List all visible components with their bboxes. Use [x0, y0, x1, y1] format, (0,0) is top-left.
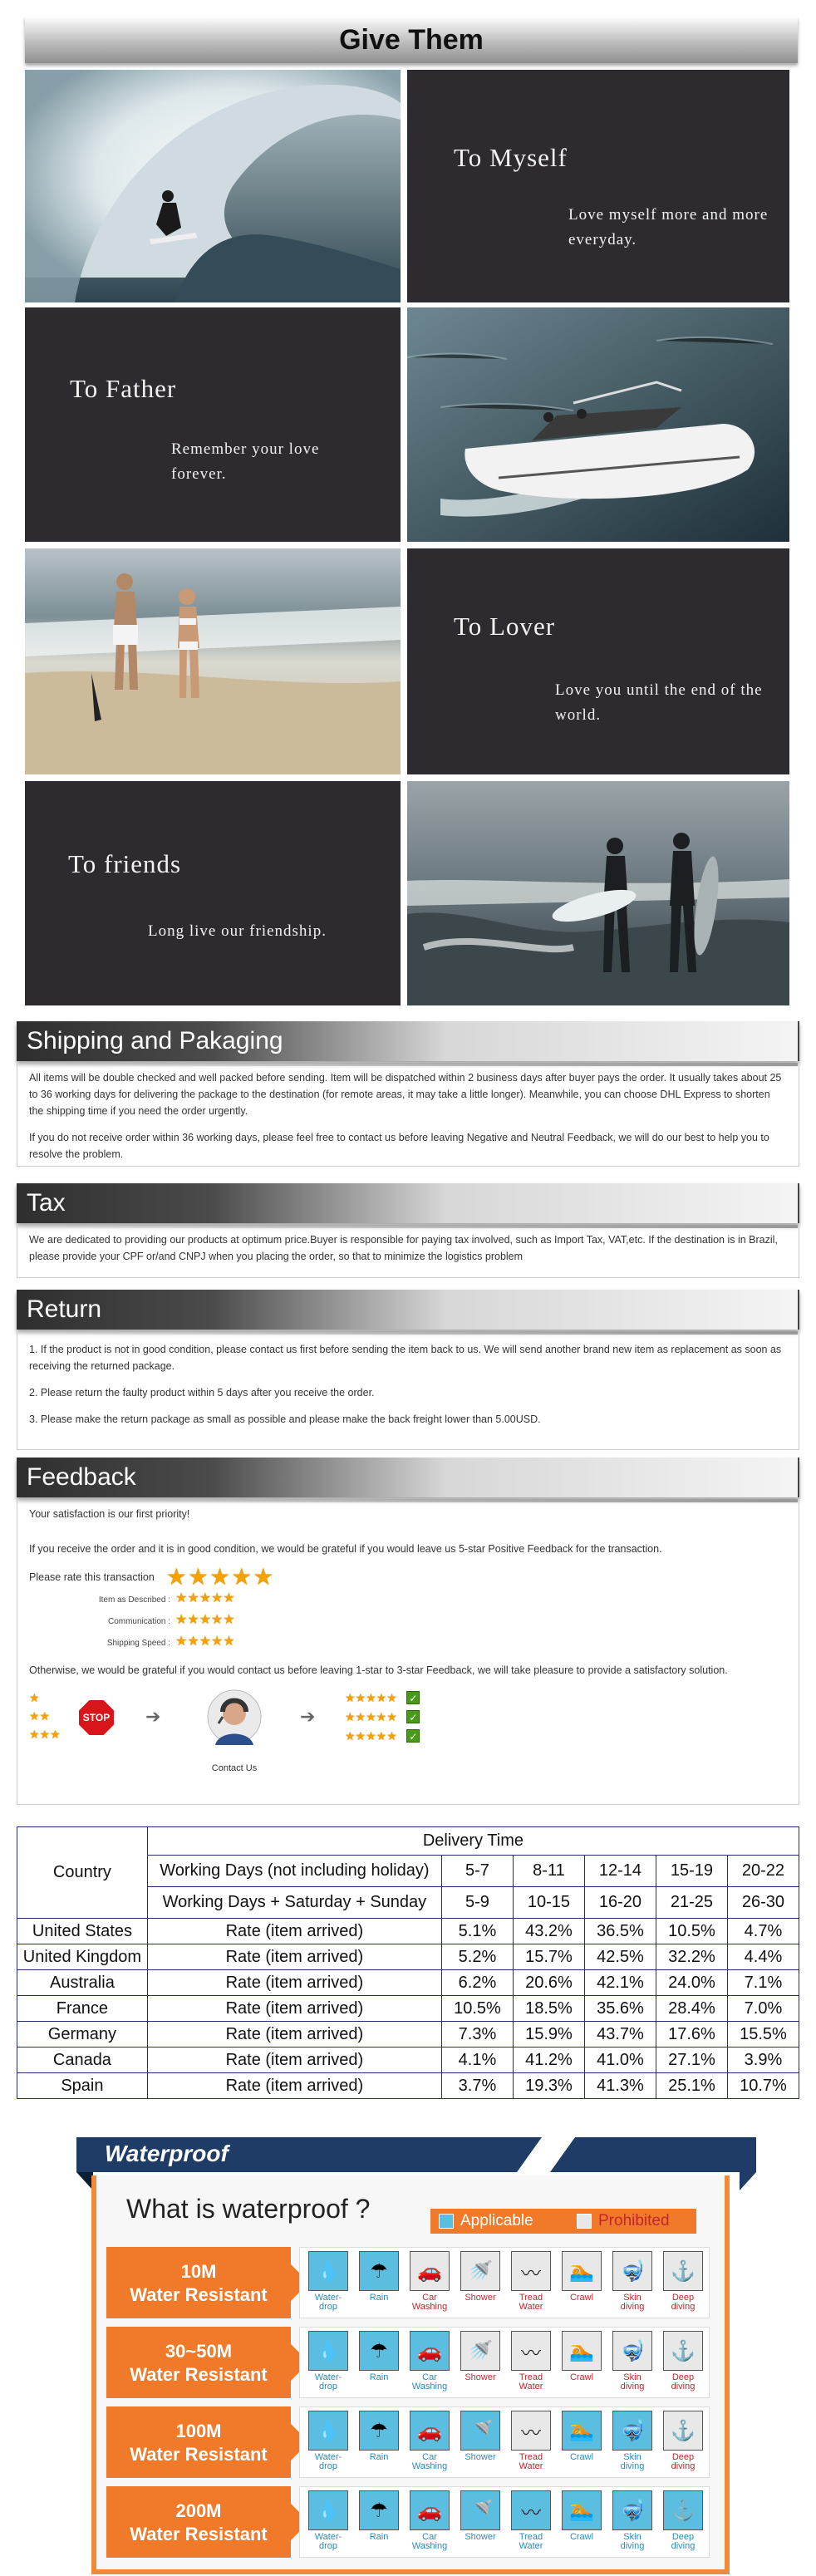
activity-cell [560, 2411, 603, 2477]
activity-cell [611, 2490, 654, 2557]
to-father-text: Remember your love forever. [171, 440, 320, 483]
activity-cell [459, 2490, 502, 2557]
rate-cell: 36.5% [584, 1919, 656, 1944]
rate-cell: 43.2% [513, 1919, 584, 1944]
to-myself-text: Love myself more and more everyday. [568, 206, 769, 248]
activity-label: Car Washing [411, 2372, 448, 2392]
activity-icon: ☂ [359, 2490, 399, 2530]
rate-stars[interactable]: ★★★★★ [165, 1564, 275, 1590]
activity-icon: 🤿 [612, 2251, 652, 2291]
stop-sign-icon [77, 1698, 116, 1737]
activity-cell [611, 2331, 654, 2397]
country-name: Germany [17, 2022, 148, 2048]
activity-cell [611, 2251, 654, 2318]
shipping-paragraph-2: If you do not receive order within 36 working days, please feel free to contact us before leaving Negative and Neutral Feedback, we will do our best to help you to resolve the problem. [29, 1132, 769, 1160]
rate-label: Rate (item arrived) [147, 1996, 441, 2022]
country-name: Canada [17, 2048, 148, 2073]
rate-cell: 41.2% [513, 2048, 584, 2073]
table-cell: 20-22 [727, 1856, 799, 1887]
return-body [17, 1330, 799, 1450]
rate-label: Rate (item arrived) [147, 2073, 441, 2099]
rate-cell: 32.2% [656, 1944, 727, 1970]
activity-cell [307, 2331, 350, 2397]
working-days-weekend-label: Working Days + Saturday + Sunday [147, 1887, 441, 1919]
level-label: Water Resistant [130, 2364, 268, 2385]
activity-cell [560, 2251, 603, 2318]
activity-icon: 🚿 [460, 2331, 500, 2371]
level-label: Water Resistant [130, 2524, 268, 2544]
prohibited-swatch [577, 2214, 592, 2229]
activity-icon: 💧 [308, 2490, 348, 2530]
activity-cell [357, 2411, 401, 2477]
waterproof-levels [100, 2240, 721, 2564]
rate-cell: 41.3% [584, 2073, 656, 2099]
activity-icon: ☂ [359, 2331, 399, 2371]
table-row [17, 1944, 799, 1970]
to-father-heading: To Father [70, 374, 177, 403]
level-depth: 100M [175, 2421, 222, 2441]
table-cell: 5-9 [441, 1887, 513, 1919]
country-name: United Kingdom [17, 1944, 148, 1970]
activity-cell [509, 2490, 553, 2557]
detailed-ratings [96, 1589, 787, 1654]
activity-icon: 🏊 [562, 2490, 602, 2530]
activity-icon: 🚗 [410, 2411, 450, 2451]
activity-icon: 🚿 [460, 2411, 500, 2451]
rate-cell: 28.4% [656, 1996, 727, 2022]
country-name: France [17, 1996, 148, 2022]
activity-label: Water-drop [314, 2372, 342, 2392]
low-stars-icon: ★ ★★ ★★★ [29, 1691, 61, 1741]
rate-cell: 7.1% [727, 1970, 799, 1996]
activity-label: Crawl [569, 2452, 594, 2462]
rate-label: Rate (item arrived) [147, 2022, 441, 2048]
activity-icon: ☂ [359, 2411, 399, 2451]
rate-label: Rate (item arrived) [147, 2048, 441, 2073]
rate-cell: 4.4% [727, 1944, 799, 1970]
activity-cell [408, 2411, 451, 2477]
activity-cell [459, 2331, 502, 2397]
activity-label: Deep diving [671, 2293, 696, 2312]
stop-text: STOP [82, 1712, 111, 1723]
activity-cell [509, 2411, 553, 2477]
contact-us-label[interactable]: Contact Us [211, 1763, 258, 1773]
rate-cell: 10.5% [656, 1919, 727, 1944]
check-icon: ✓ [406, 1729, 420, 1743]
activity-label: Shower [465, 2293, 496, 2303]
table-row [17, 2022, 799, 2048]
activity-label: Rain [369, 2372, 389, 2382]
rate-transaction-label: Please rate this transaction [29, 1571, 155, 1583]
activity-cell [307, 2411, 350, 2477]
rating-row: Communication : ★★★★★ [107, 1613, 235, 1627]
activity-label: Car Washing [411, 2452, 448, 2471]
rate-cell: 24.0% [656, 1970, 727, 1996]
prohibited-label: Prohibited [598, 2212, 670, 2229]
activity-icon: ⚓ [663, 2331, 703, 2371]
table-cell: 5-7 [441, 1856, 513, 1887]
activity-label: Water-drop [314, 2452, 342, 2471]
table-row [17, 1919, 799, 1944]
water-resistance-level [106, 2247, 291, 2318]
activity-icon: 🚿 [460, 2490, 500, 2530]
stars-icon[interactable]: ★★★★★ [175, 1635, 235, 1649]
activity-cell [408, 2490, 451, 2557]
activity-icon: ⚓ [663, 2411, 703, 2451]
rate-cell: 7.0% [727, 1996, 799, 2022]
feedback-header: Feedback [17, 1458, 799, 1497]
activity-icon: 💧 [308, 2411, 348, 2451]
return-header: Return [17, 1290, 799, 1330]
activity-cell [408, 2331, 451, 2397]
activity-icon: 〰 [511, 2411, 551, 2451]
table-row [17, 2048, 799, 2073]
rate-cell: 25.1% [656, 2073, 727, 2099]
activity-icon: 🚿 [460, 2251, 500, 2291]
activity-label: Crawl [569, 2293, 594, 2303]
activity-cell [357, 2490, 401, 2557]
rate-cell: 35.6% [584, 1996, 656, 2022]
rate-cell: 15.9% [513, 2022, 584, 2048]
activity-label: Crawl [569, 2532, 594, 2542]
country-name: United States [17, 1919, 148, 1944]
activity-icons-row [299, 2327, 710, 2398]
feedback-positive-text: If you receive the order and it is in good condition, we would be grateful if you would leave us 5-star Positive Feedback for the transaction. [29, 1543, 662, 1555]
level-depth: 10M [180, 2261, 217, 2282]
activity-icon: 💧 [308, 2331, 348, 2371]
activity-icon: 🤿 [612, 2411, 652, 2451]
give-them-title: Give Them [25, 17, 798, 63]
activity-cell [459, 2411, 502, 2477]
rate-cell: 5.1% [441, 1919, 513, 1944]
activity-icons-row [299, 2406, 710, 2478]
activity-cell [509, 2251, 553, 2318]
activity-cell [408, 2251, 451, 2318]
rate-cell: 42.1% [584, 1970, 656, 1996]
table-cell: 16-20 [584, 1887, 656, 1919]
activity-icon: 🤿 [612, 2490, 652, 2530]
to-lover-text: Love you until the end of the world. [555, 681, 763, 724]
rate-cell: 10.7% [727, 2073, 799, 2099]
feedback-otherwise-text: Otherwise, we would be grateful if you would contact us before leaving 1-star to 3-star Feedback, we will take pleasure to provide a satisfactory solution. [29, 1664, 728, 1676]
activity-label: Deep diving [671, 2372, 696, 2392]
rate-transaction-row [29, 1564, 787, 1590]
to-lover-heading: To Lover [454, 612, 556, 641]
surfer-wave-photo [25, 70, 401, 302]
rate-cell: 7.3% [441, 2022, 513, 2048]
activity-icon: 〰 [511, 2331, 551, 2371]
activity-icon: 🚗 [410, 2490, 450, 2530]
rate-cell: 3.7% [441, 2073, 513, 2099]
activity-label: Tread Water [519, 2293, 543, 2312]
activity-label: Car Washing [411, 2293, 448, 2312]
to-friends-text: Long live our friendship. [148, 922, 327, 940]
return-paragraph-2: 2. Please return the faulty product within 5 days after you receive the order. [29, 1387, 375, 1399]
rate-cell: 4.1% [441, 2048, 513, 2073]
activity-label: Skin diving [620, 2452, 645, 2471]
activity-label: Shower [465, 2532, 496, 2542]
stars-icon[interactable]: ★★★★★ [175, 1613, 235, 1627]
activity-icon: 🏊 [562, 2251, 602, 2291]
rate-cell: 18.5% [513, 1996, 584, 2022]
activity-cell [307, 2251, 350, 2318]
country-name: Australia [17, 1970, 148, 1996]
table-cell: 26-30 [727, 1887, 799, 1919]
rate-cell: 19.3% [513, 2073, 584, 2099]
country-name: Spain [17, 2073, 148, 2099]
activity-label: Skin diving [620, 2372, 645, 2392]
rate-cell: 10.5% [441, 1996, 513, 2022]
activity-label: Shower [465, 2372, 496, 2382]
panel-to-myself [407, 70, 789, 302]
activity-label: Tread Water [519, 2532, 543, 2551]
activity-cell [661, 2251, 705, 2318]
activity-label: Car Washing [411, 2532, 448, 2551]
panel-to-friends [25, 781, 401, 1005]
rate-label: Rate (item arrived) [147, 1919, 441, 1944]
rate-cell: 15.7% [513, 1944, 584, 1970]
rate-cell: 6.2% [441, 1970, 513, 1996]
activity-label: Tread Water [519, 2452, 543, 2471]
shipping-header: Shipping and Pakaging [17, 1021, 799, 1061]
activity-icons-row [299, 2247, 710, 2318]
level-depth: 200M [175, 2500, 222, 2521]
surfers-silhouette-photo [407, 781, 789, 1005]
rate-cell: 3.9% [727, 2048, 799, 2073]
activity-label: Water-drop [314, 2293, 342, 2312]
stars-icon[interactable]: ★★★★★ [175, 1591, 235, 1605]
feedback-flow-diagram [29, 1687, 787, 1778]
rate-cell: 43.7% [584, 2022, 656, 2048]
level-label: Water Resistant [130, 2284, 268, 2305]
rate-cell: 15.5% [727, 2022, 799, 2048]
activity-label: Rain [369, 2452, 389, 2462]
activity-label: Water-drop [314, 2532, 342, 2551]
activity-cell [307, 2490, 350, 2557]
delivery-time-header: Delivery Time [147, 1827, 799, 1856]
waterproof-banner-text: Waterproof [105, 2141, 229, 2166]
level-depth: 30~50M [165, 2341, 233, 2362]
to-friends-heading: To friends [68, 849, 182, 878]
activity-cell [357, 2251, 401, 2318]
to-myself-heading: To Myself [454, 143, 568, 172]
check-icon: ✓ [406, 1710, 420, 1723]
activity-icon: 〰 [511, 2251, 551, 2291]
panel-to-lover [407, 548, 789, 774]
table-cell: 8-11 [513, 1856, 584, 1887]
arrow-right-icon: ➔ [300, 1706, 316, 1727]
country-header: Country [17, 1827, 148, 1919]
table-row [17, 1970, 799, 1996]
activity-cell [509, 2331, 553, 2397]
rate-label: Rate (item arrived) [147, 1970, 441, 1996]
activity-icon: 🏊 [562, 2331, 602, 2371]
activity-label: Deep diving [671, 2452, 696, 2471]
activity-label: Shower [465, 2452, 496, 2462]
activity-icon: 〰 [511, 2490, 551, 2530]
activity-cell [661, 2331, 705, 2397]
activity-icon: 💧 [308, 2251, 348, 2291]
rate-cell: 42.5% [584, 1944, 656, 1970]
activity-label: Crawl [569, 2372, 594, 2382]
rate-cell: 17.6% [656, 2022, 727, 2048]
rating-row: Item as Described : ★★★★★ [98, 1591, 235, 1605]
shipping-body [17, 1061, 799, 1167]
speedboat-photo [407, 307, 789, 542]
panel-to-father [25, 307, 401, 542]
table-cell: 12-14 [584, 1856, 656, 1887]
level-label: Water Resistant [130, 2444, 268, 2465]
rate-label: Rate (item arrived) [147, 1944, 441, 1970]
couple-beach-photo [25, 548, 401, 774]
tax-paragraph: We are dedicated to providing our products at optimum price.Buyer is responsible for paying tax involved, such as Import Tax, VAT,etc. If the destination is in Brazil, please provide your CPF or/and CNPJ when you placing the order, so that to minimize the logistics problem [29, 1234, 778, 1262]
tax-header: Tax [17, 1183, 799, 1223]
activity-icon: ☂ [359, 2251, 399, 2291]
table-cell: 10-15 [513, 1887, 584, 1919]
activity-icon: ⚓ [663, 2251, 703, 2291]
contact-us-icon[interactable] [200, 1687, 268, 1773]
activity-label: Rain [369, 2293, 389, 2303]
activity-cell [560, 2331, 603, 2397]
rate-cell: 5.2% [441, 1944, 513, 1970]
applicable-swatch [439, 2214, 454, 2229]
waterproof-banner [76, 2137, 756, 2172]
activity-icon: 🏊 [562, 2411, 602, 2451]
activity-label: Rain [369, 2532, 389, 2542]
rate-cell: 4.7% [727, 1919, 799, 1944]
activity-cell [560, 2490, 603, 2557]
five-stars-checks: ★★★★★ ✓ ★★★★★ ✓ ★★★★★ ✓ [345, 1689, 420, 1746]
table-cell: 15-19 [656, 1856, 727, 1887]
activity-icon: 🚗 [410, 2331, 450, 2371]
shipping-paragraph-1: All items will be double checked and well packed before sending. Item will be dispatched within 2 business days after buyer pays the order. It usually takes about 25 to 36 working days for delivering the package to the destination (for remote areas, it may take a little longer). Meanwhile, you can choose DHL Express to shorten the shipping time if you need the order urgently. [29, 1072, 782, 1117]
activity-cell [459, 2251, 502, 2318]
return-paragraph-1: 1. If the product is not in good condition, please contact us first before sending the item back to us. We will send another brand new item as replacement as soon as receiving the returned package. [29, 1344, 782, 1372]
activity-icon: ⚓ [663, 2490, 703, 2530]
activity-cell [611, 2411, 654, 2477]
activity-cell [661, 2490, 705, 2557]
return-paragraph-3: 3. Please make the return package as small as possible and please make the back freight lower than 5.00USD. [29, 1413, 541, 1425]
applicable-label: Applicable [460, 2212, 533, 2229]
water-resistance-level [106, 2406, 291, 2478]
legend-bar [430, 2209, 696, 2234]
activity-label: Deep diving [671, 2532, 696, 2551]
table-header-row [17, 1827, 799, 1856]
activity-label: Skin diving [620, 2532, 645, 2551]
rate-cell: 41.0% [584, 2048, 656, 2073]
check-icon: ✓ [406, 1691, 420, 1704]
feedback-body [17, 1497, 799, 1805]
activity-cell [357, 2331, 401, 2397]
rate-cell: 27.1% [656, 2048, 727, 2073]
tax-body [17, 1223, 799, 1278]
activity-icon: 🤿 [612, 2331, 652, 2371]
arrow-right-icon: ➔ [145, 1706, 161, 1727]
activity-label: Skin diving [620, 2293, 645, 2312]
table-row [17, 1996, 799, 2022]
activity-label: Tread Water [519, 2372, 543, 2392]
table-cell: 21-25 [656, 1887, 727, 1919]
water-resistance-level [106, 2486, 291, 2558]
activity-icons-row [299, 2486, 710, 2558]
rate-cell: 20.6% [513, 1970, 584, 1996]
rating-row: Shipping Speed : ★★★★★ [106, 1635, 235, 1649]
working-days-label: Working Days (not including holiday) [147, 1856, 441, 1887]
activity-cell [661, 2411, 705, 2477]
water-resistance-level [106, 2327, 291, 2398]
delivery-time-table [17, 1826, 799, 2099]
feedback-priority-text: Your satisfaction is our first priority! [29, 1508, 190, 1520]
table-row [17, 2073, 799, 2099]
waterproof-question: What is waterproof ? [126, 2194, 371, 2224]
activity-icon: 🚗 [410, 2251, 450, 2291]
